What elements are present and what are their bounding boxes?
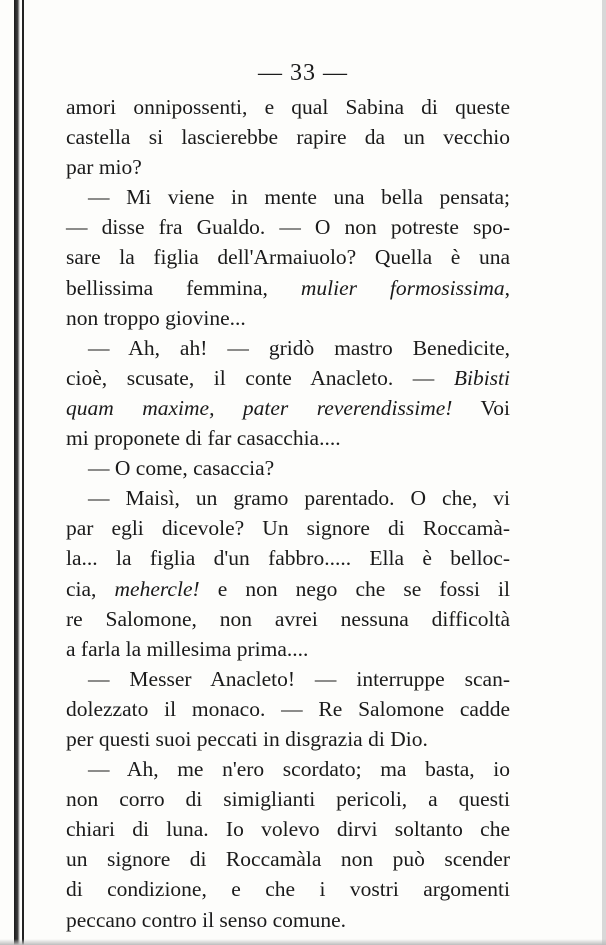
text-segment: , xyxy=(504,275,510,300)
text-line xyxy=(66,513,510,543)
page-spine-line xyxy=(22,0,24,945)
text-line xyxy=(66,724,510,754)
text-line xyxy=(66,152,510,182)
text-line xyxy=(66,303,510,333)
text-line xyxy=(66,604,510,634)
text-segment: amori onnipossenti, e qual Sabina di queste xyxy=(66,95,510,119)
text-line xyxy=(66,242,510,272)
italic-text-segment: mehercle! xyxy=(114,576,200,601)
text-line xyxy=(66,363,510,393)
text-segment: Voi xyxy=(452,395,510,420)
text-line xyxy=(66,423,510,453)
text-segment: bellissima femmina, xyxy=(66,275,301,300)
text-segment: non troppo giovine... xyxy=(66,305,246,330)
text-segment: — Ah, me n'ero scordato; ma basta, io xyxy=(88,757,510,782)
text-segment: — Messer Anacleto! — interruppe scan- xyxy=(88,666,510,691)
text-segment: cia, xyxy=(66,576,115,601)
text-segment: — Maisì, un gramo parentado. O che, vi xyxy=(88,486,510,511)
text-line xyxy=(66,333,510,363)
text-segment: peccano contro il senso comune. xyxy=(66,907,347,932)
text-segment: re Salomone, non avrei nessuna difficoltà xyxy=(66,606,510,631)
text-segment: chiari di luna. Io volevo dirvi soltanto che xyxy=(66,817,510,842)
text-line xyxy=(66,874,510,904)
text-line xyxy=(66,543,510,573)
text-segment: a farla la millesima prima.... xyxy=(66,636,309,661)
text-line xyxy=(66,634,510,664)
text-line xyxy=(66,212,510,242)
text-segment: di condizione, e che i vostri argomenti xyxy=(66,877,510,902)
text-segment: — Mi viene in mente una bella pensata; xyxy=(88,185,510,210)
text-line xyxy=(66,664,510,694)
text-line xyxy=(66,453,510,483)
text-segment: sare la figlia dell'Armaiuolo? Quella è una xyxy=(66,245,510,270)
page-number: — 33 — xyxy=(258,60,348,86)
text-segment: per questi suoi peccati in disgrazia di Dio. xyxy=(66,726,428,751)
text-line xyxy=(66,844,510,874)
text-segment: par mio? xyxy=(66,155,142,180)
italic-text-segment: quam maxime, pater reverendissime! xyxy=(66,395,453,420)
text-segment: la... la figlia d'un fabbro..... Ella è belloc- xyxy=(66,546,510,571)
italic-text-segment: Bibisti xyxy=(453,365,510,390)
text-line xyxy=(66,393,510,423)
text-line xyxy=(66,814,510,844)
text-segment: non corro di simiglianti pericoli, a questi xyxy=(66,787,510,812)
page-spine-shadow xyxy=(14,0,20,945)
text-segment: cioè, scusate, il conte Anacleto. — xyxy=(66,365,454,390)
text-segment: un signore di Roccamàla non può scender xyxy=(66,847,510,872)
text-segment: castella si lascierebbe rapire da un vecchio xyxy=(66,125,510,150)
page-bottom-edge xyxy=(0,939,606,945)
text-line xyxy=(66,574,510,604)
text-line xyxy=(66,694,510,724)
italic-text-segment: mulier formosissima xyxy=(300,275,505,300)
body-text xyxy=(66,92,510,935)
text-segment: — disse fra Gualdo. — O non potreste spo- xyxy=(66,215,510,240)
text-line xyxy=(66,92,510,122)
text-line xyxy=(66,784,510,814)
text-line xyxy=(66,754,510,784)
page-right-edge xyxy=(602,0,606,945)
text-line xyxy=(66,122,510,152)
text-line xyxy=(66,905,510,935)
text-line xyxy=(66,182,510,212)
text-segment: — O come, casaccia? xyxy=(88,456,275,481)
text-segment: — Ah, ah! — gridò mastro Benedicite, xyxy=(88,335,510,360)
text-segment: par egli dicevole? Un signore di Roccamà- xyxy=(66,516,510,541)
text-line xyxy=(66,273,510,303)
text-segment: dolezzato il monaco. — Re Salomone cadde xyxy=(66,696,510,721)
text-segment: e non nego che se fossi il xyxy=(199,576,510,601)
text-segment: mi proponete di far casacchia.... xyxy=(66,426,341,451)
text-line xyxy=(66,483,510,513)
